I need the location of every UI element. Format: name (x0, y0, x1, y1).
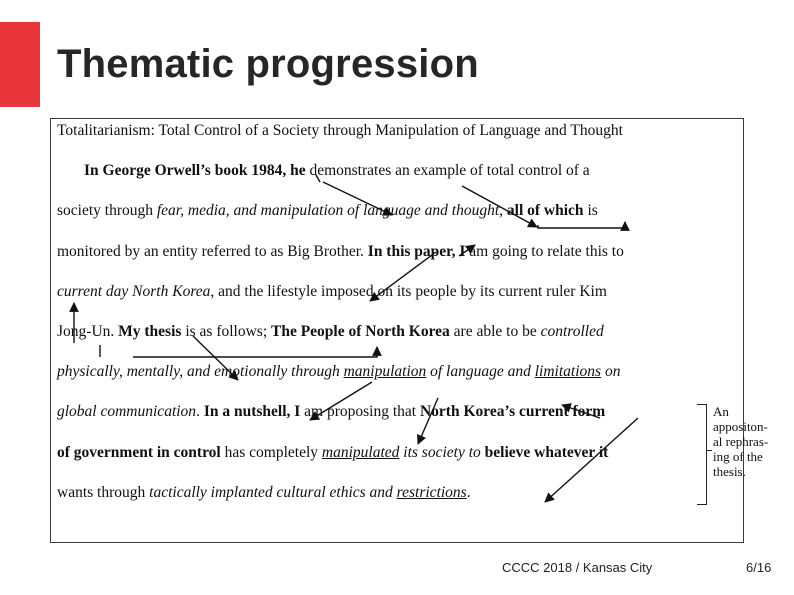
text-run: demonstrates an example of total control of a (305, 162, 590, 179)
text-run: monitored by an entity referred to as Big Brother. (57, 243, 368, 260)
text-run: controlled (540, 323, 604, 340)
arrow (459, 245, 475, 256)
text-run: its society to (399, 444, 485, 461)
text-run: am going to relate this to (465, 243, 624, 260)
text-run: Jong-Un. (57, 323, 119, 340)
text-run: has completely (220, 444, 322, 461)
text-run: wants through (57, 484, 150, 501)
text-run: , (499, 202, 507, 219)
slide-number: 6/16 (746, 560, 772, 575)
arrow (418, 398, 438, 444)
text-run: In this paper, I (367, 243, 466, 260)
text-run: . (466, 484, 471, 501)
text-run: tactically implanted cultural ethics and (149, 484, 397, 501)
text-run: believe whatever it (484, 444, 609, 461)
arrow (538, 222, 625, 228)
arrow (562, 405, 600, 418)
slide-title: Thematic progression (57, 42, 479, 86)
arrow (316, 175, 320, 182)
text-run: , and the lifestyle imposed on its people by its current ruler Kim (210, 283, 607, 300)
text-run: restrictions (396, 484, 467, 501)
text-run: In George Orwell’s book 1984, he (84, 162, 306, 179)
arrow (370, 252, 436, 301)
arrow (545, 418, 638, 502)
annotation-note: An appositon- al rephras- ing of the thesis. (713, 404, 769, 479)
text-run: The People of North Korea (271, 323, 450, 340)
text-run: limitations (534, 363, 602, 380)
text-run: physically, mentally, and emotionally through (57, 363, 344, 380)
text-run: manipulation (343, 363, 427, 380)
text-run: My thesis (118, 323, 182, 340)
arrow (133, 347, 377, 357)
text-run: am proposing that (300, 403, 420, 420)
text-run: of language and (426, 363, 535, 380)
text-run: society through (57, 202, 157, 219)
text-run: current day North Korea (57, 283, 211, 300)
text-run: are able to be (449, 323, 541, 340)
footer-venue: CCCC 2018 / Kansas City (502, 560, 653, 575)
arrow (462, 186, 537, 227)
text-run: manipulated (321, 444, 400, 461)
arrow (310, 382, 372, 420)
text-run: Totalitarianism: Total Control of a Society through Manipulation of Language and Thought (57, 122, 623, 139)
text-run: North Korea’s current form (419, 403, 606, 420)
text-run: global communication (57, 403, 197, 420)
text-run: all of which (506, 202, 584, 219)
text-run: on (601, 363, 621, 380)
text-run: is (583, 202, 598, 219)
arrow (323, 182, 392, 215)
arrow (193, 336, 238, 380)
text-run: In a nutshell, I (203, 403, 301, 420)
text-run: is as follows; (181, 323, 271, 340)
text-run: of government in control (57, 444, 221, 461)
text-run: fear, media, and manipulation of language and thought (156, 202, 500, 219)
text-run: . (196, 403, 204, 420)
